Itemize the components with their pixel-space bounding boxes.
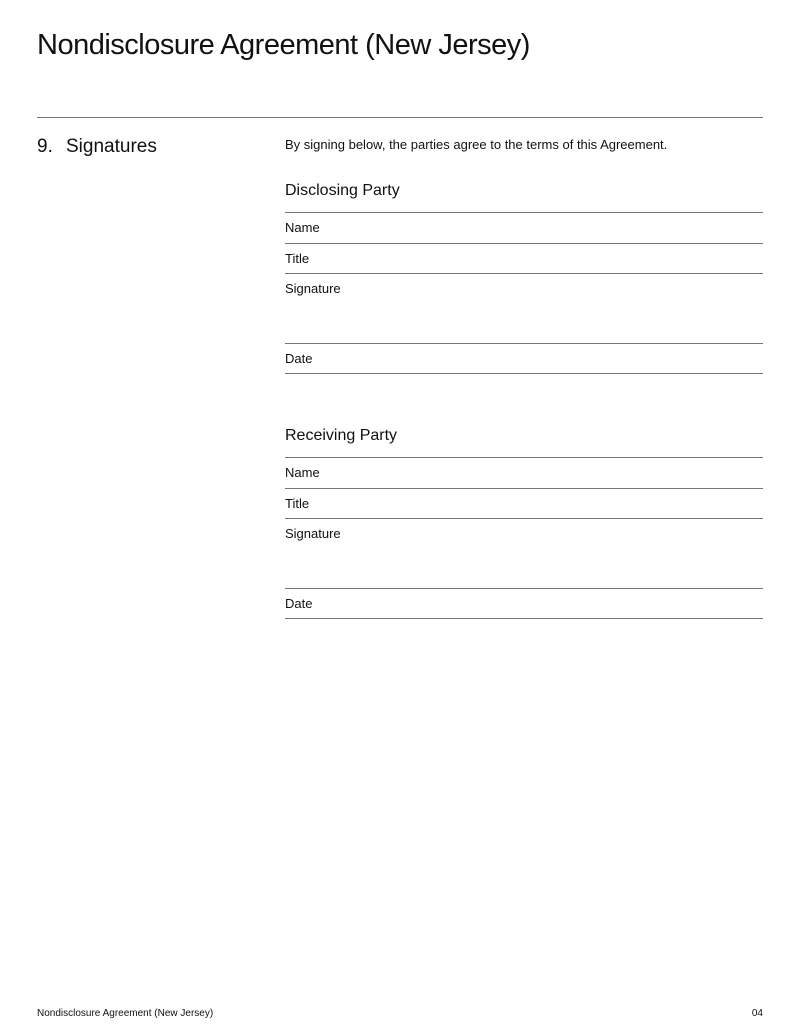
section-number: 9. bbox=[37, 136, 53, 157]
name-field[interactable]: Name bbox=[285, 465, 320, 480]
header-divider bbox=[37, 117, 763, 118]
field-divider bbox=[285, 488, 763, 489]
field-divider bbox=[285, 618, 763, 619]
party-title: Disclosing Party bbox=[285, 182, 400, 199]
date-field[interactable]: Date bbox=[285, 596, 313, 611]
title-field[interactable]: Title bbox=[285, 496, 310, 511]
document-title: Nondisclosure Agreement (New Jersey) bbox=[37, 29, 530, 61]
page-number: 04 bbox=[751, 1008, 763, 1019]
field-divider bbox=[285, 373, 763, 374]
field-divider bbox=[285, 212, 763, 213]
name-field[interactable]: Name bbox=[285, 220, 320, 235]
field-divider bbox=[285, 343, 763, 344]
signature-field[interactable]: Signature bbox=[285, 526, 341, 541]
signature-field[interactable]: Signature bbox=[285, 281, 341, 296]
date-field[interactable]: Date bbox=[285, 351, 313, 366]
section-title: Signatures bbox=[66, 136, 157, 157]
footer-title: Nondisclosure Agreement (New Jersey) bbox=[37, 1008, 214, 1019]
field-divider bbox=[285, 588, 763, 589]
title-field[interactable]: Title bbox=[285, 251, 310, 266]
field-divider bbox=[285, 273, 763, 274]
field-divider bbox=[285, 243, 763, 244]
party-title: Receiving Party bbox=[285, 427, 398, 444]
field-divider bbox=[285, 457, 763, 458]
field-divider bbox=[285, 518, 763, 519]
section-intro: By signing below, the parties agree to the terms of this Agreement. bbox=[285, 137, 668, 152]
